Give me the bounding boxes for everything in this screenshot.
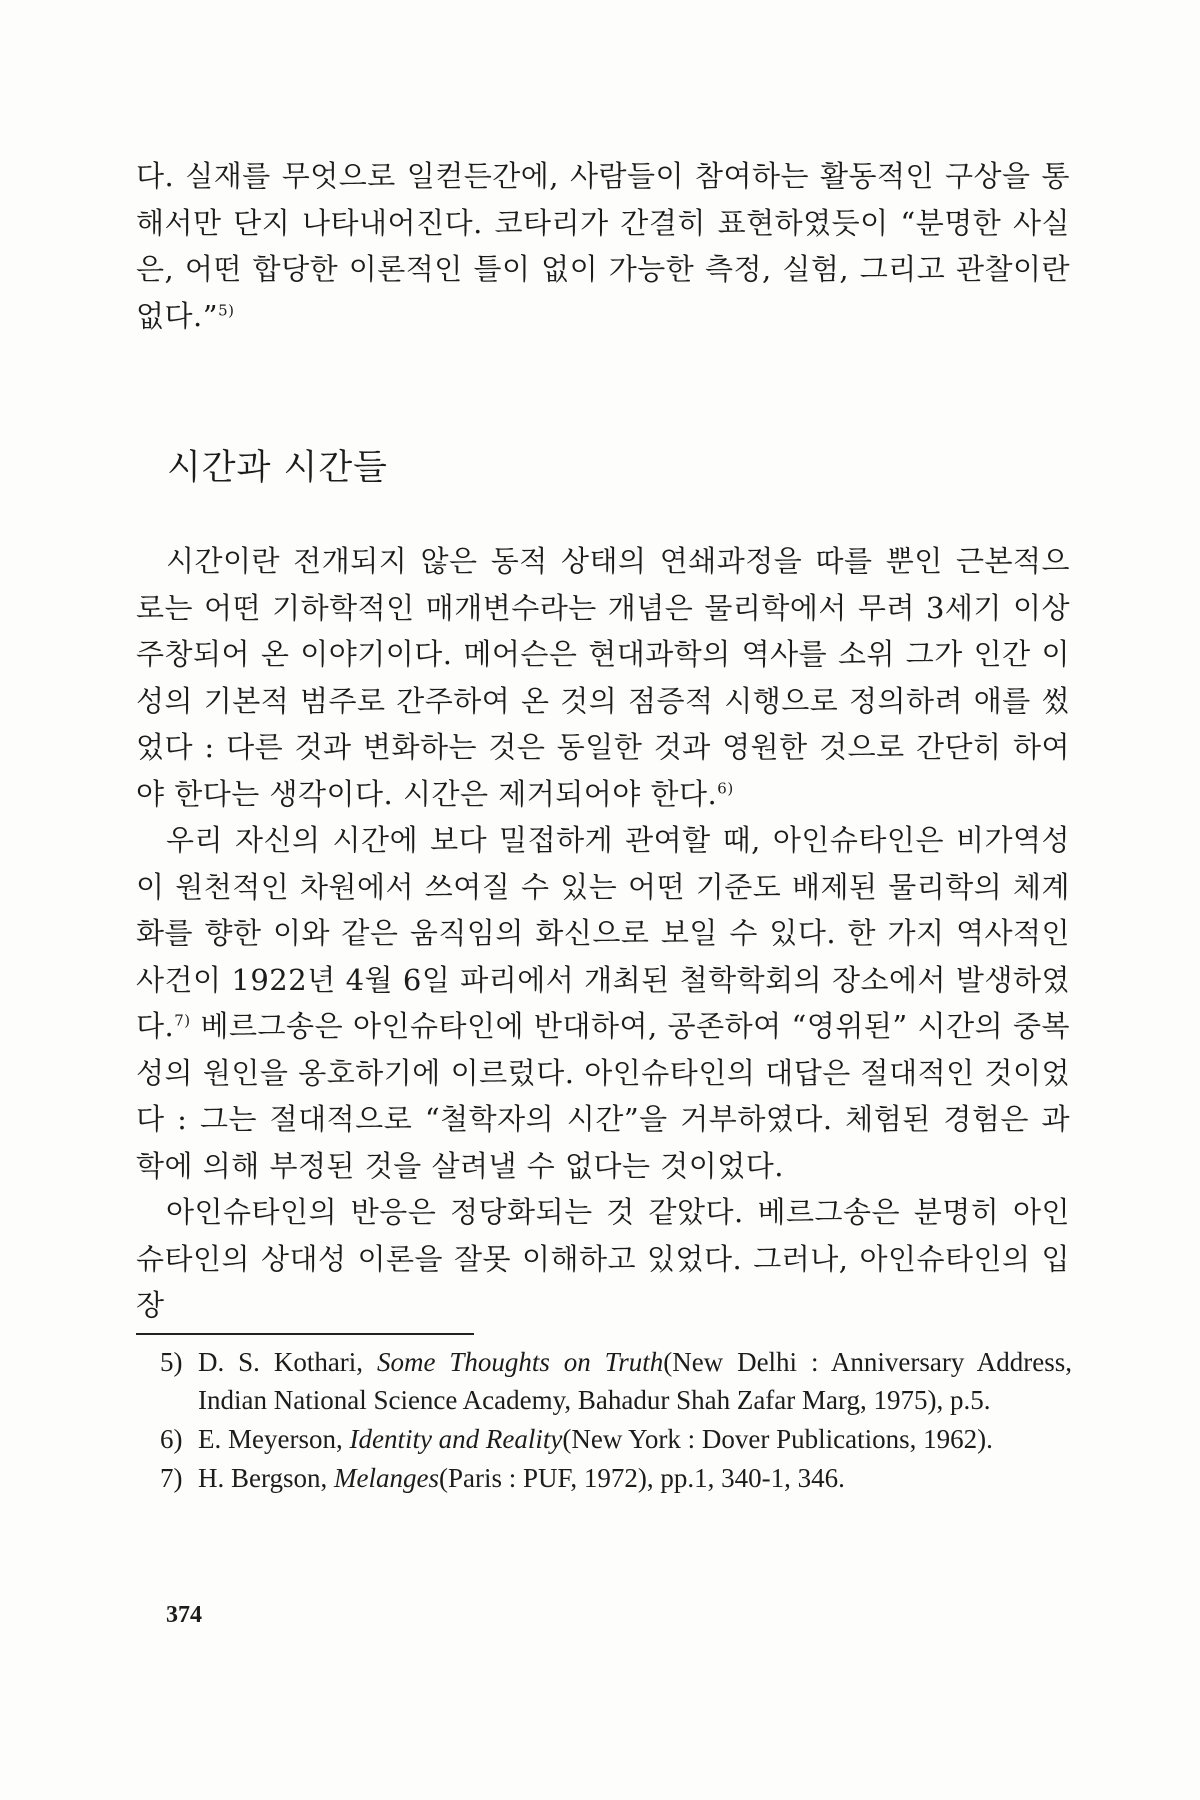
footnote-publication: (Paris : PUF, 1972), pp.1, 340-1, 346. [438,1463,845,1493]
paragraph-1-text: 시간이란 전개되지 않은 동적 상태의 연쇄과정을 따를 뿐인 근본적으로는 어떤 기하학적인 매개변수라는 개념은 물리학에서 무려 3세기 이상 주창되어 온 이야기이다. 메어슨은 현대과학의 역사를 소위 그가 인간 이성의 기본적 범주로 간주하여 온 것의 점증적 시행으로 정의하려 애를 썼었다 : 다른 것과 변화하는 것은 동일한 것과 영원한 것으로 간단히 하여야 한다는 생각이다. 시간은 제거되어야 한다. [136,544,1070,811]
footnote-number: 7) [160,1463,183,1493]
footnote-title: Identity and Reality [349,1424,563,1454]
paragraph-2-text-a: 우리 자신의 시간에 보다 밀접하게 관여할 때, 아인슈타인은 비가역성이 원천적인 차원에서 쓰여질 수 있는 어떤 기준도 배제된 물리학의 체계화를 향한 이와 같은 움직임의 화신으로 보일 수 있다. 한 가지 역사적인 사건이 1922년 4월 6일 파리에서 개최된 철학학회의 장소에서 발생하였다. [136,823,1070,1043]
footnote-ref-5[interactable]: 5) [218,300,235,319]
section-body [136,538,1070,1329]
footnote-author: H. Bergson, [198,1463,335,1493]
paragraph-3 [136,1189,1070,1329]
paragraph-2 [136,817,1070,1189]
footnote-author: D. S. Kothari, [198,1347,377,1377]
paragraph-3-text: 아인슈타인의 반응은 정당화되는 것 같았다. 베르그송은 분명히 아인슈타인의 상대성 이론을 잘못 이해하고 있었다. 그러나, 아인슈타인의 입장 [136,1195,1070,1322]
footnote-number: 6) [160,1424,183,1454]
paragraph-1 [136,538,1070,817]
footnote-title: Some Thoughts on Truth [376,1347,664,1377]
footnotes [160,1343,1072,1498]
footnote-5 [160,1343,1072,1419]
footnote-publication: (New Delhi : Anniversary Address, Indian National Science Academy, Bahadur Shah Zafar Marg, 1975), p.5. [198,1347,1072,1415]
section-heading: 시간과 시간들 [167,448,388,488]
footnote-publication: (New York : Dover Publications, 1962). [562,1424,993,1454]
footnote-author: E. Meyerson, [198,1424,350,1454]
intro-text: 다. 실재를 무엇으로 일컫든간에, 사람들이 참여하는 활동적인 구상을 통해서만 단지 나타내어진다. 코타리가 간결히 표현하였듯이 “분명한 사실은, 어떤 합당한 이론적인 틀이 없이 가능한 측정, 실험, 그리고 관찰이란 없다.” [136,159,1070,333]
intro-paragraph [136,153,1070,339]
footnote-6 [160,1420,1072,1458]
footnote-divider [136,1333,474,1335]
paragraph-2-text-b: 베르그송은 아인슈타인에 반대하여, 공존하여 “영위된” 시간의 중복성의 원인을 옹호하기에 이르렀다. 아인슈타인의 대답은 절대적인 것이었다 : 그는 절대적으로 “철학자의 시간”을 거부하였다. 체험된 경험은 과학에 의해 부정된 것을 살려낼 수 없다는 것이었다. [136,1009,1070,1183]
page-number: 374 [166,1602,202,1628]
footnote-title: Melanges [334,1463,439,1493]
footnote-7 [160,1459,1072,1497]
footnote-ref-7[interactable]: 7) [174,1011,191,1030]
footnote-ref-6[interactable]: 6) [717,778,734,797]
footnote-number: 5) [160,1347,183,1377]
